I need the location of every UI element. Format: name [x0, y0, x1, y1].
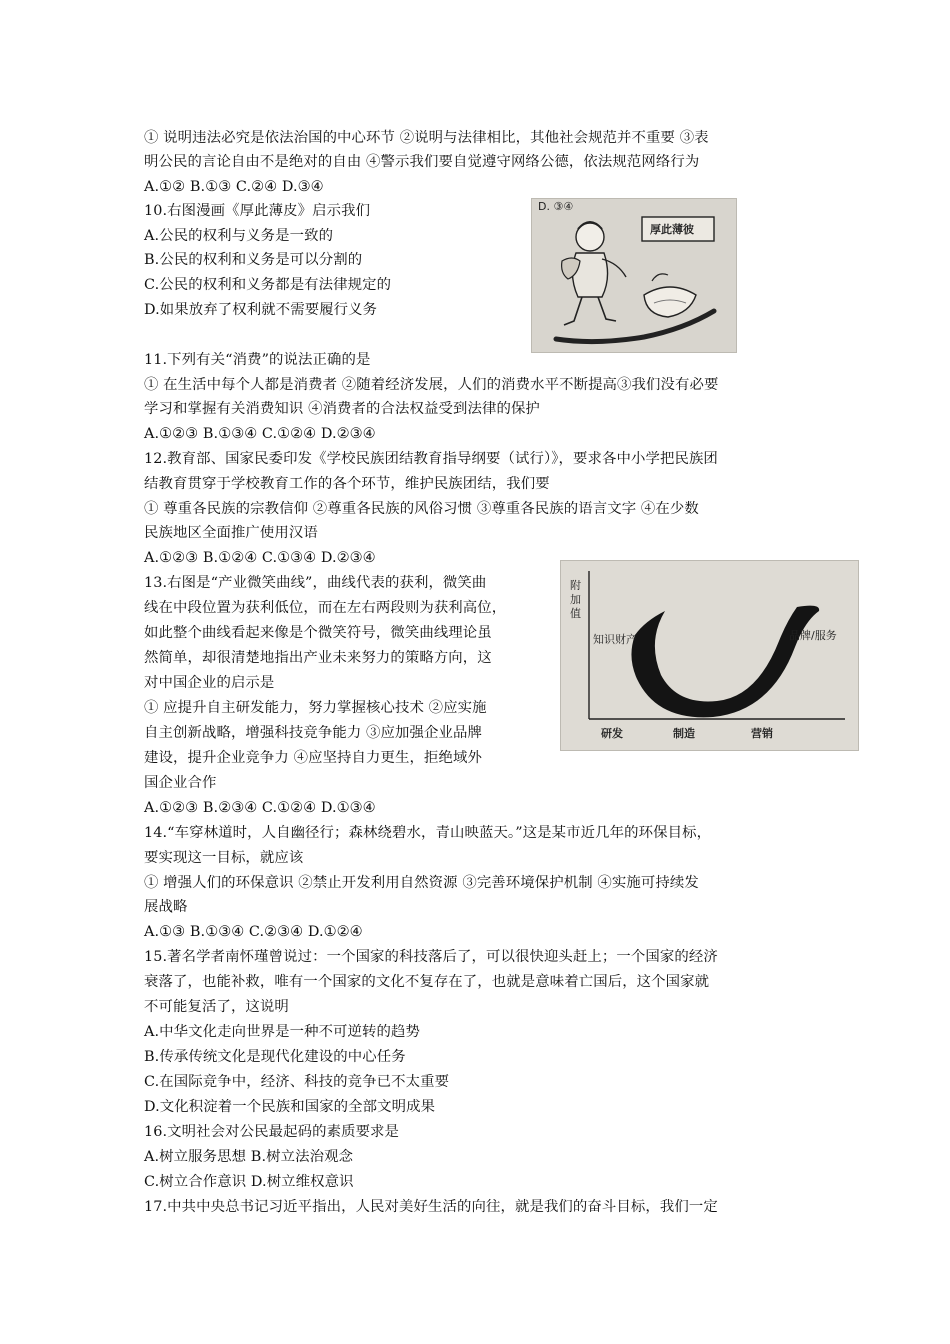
text-line: 自主创新战略，增强科技竞争能力 ③应加强企业品牌	[144, 725, 482, 741]
y-axis-label-char-3: 值	[570, 607, 581, 620]
text-line: A.①②③ B.①③④ C.①②④ D.②③④	[144, 426, 376, 442]
x-label-rd: 研发	[601, 727, 623, 740]
text-line: 展战略	[144, 899, 188, 915]
y-axis-label-char-1: 附	[570, 579, 581, 592]
text-line: 16.文明社会对公民最起码的素质要求是	[144, 1124, 400, 1140]
text-line: 14.“车穿林道时，人自幽径行；森林绕碧水，青山映蓝天。”这是某市近几年的环保目标，	[144, 825, 712, 841]
text-line: 对中国企业的启示是	[144, 675, 275, 691]
text-line: 民族地区全面推广使用汉语	[144, 525, 318, 541]
text-line: ① 在生活中每个人都是消费者 ②随着经济发展，人们的消费水平不断提高③我们没有必要	[144, 377, 719, 393]
text-line: 国企业合作	[144, 775, 217, 791]
text-line: A.公民的权利与义务是一致的	[144, 228, 334, 244]
text-line: C.在国际竞争中，经济、科技的竞争已不太重要	[144, 1074, 450, 1090]
x-label-manufacture: 制造	[673, 727, 695, 740]
text-line: 建设，提升企业竞争力 ④应坚持自力更生，拒绝域外	[144, 750, 482, 766]
text-line: A.①③ B.①③④ C.②③④ D.①②④	[144, 924, 363, 940]
text-line: ① 应提升自主研发能力，努力掌握核心技术 ②应实施	[144, 700, 487, 716]
text-line: ① 尊重各民族的宗教信仰 ②尊重各民族的风俗习惯 ③尊重各民族的语言文字 ④在少数	[144, 501, 699, 517]
text-line: 然简单，却很清楚地指出产业未来努力的策略方向，这	[144, 650, 492, 666]
text-line: 明公民的言论自由不是绝对的自由 ④警示我们要自觉遵守网络公德，依法规范网络行为	[144, 154, 700, 170]
text-line: ① 增强人们的环保意识 ②禁止开发利用自然资源 ③完善环境保护机制 ④实施可持续发	[144, 875, 699, 891]
text-line: A.①②③ B.①②④ C.①③④ D.②③④	[144, 550, 376, 566]
cartoon-illustration	[532, 199, 736, 352]
text-line: A.树立服务思想 B.树立法治观念	[144, 1149, 354, 1165]
text-line: B.公民的权利和义务是可以分割的	[144, 252, 363, 268]
text-line: 结教育贯穿于学校教育工作的各个环节，维护民族团结，我们要	[144, 476, 550, 492]
text-line: C.公民的权利和义务都是有法律规定的	[144, 277, 392, 293]
text-line: 10.右图漫画《厚此薄皮》启示我们	[144, 203, 371, 219]
text-line: 13.右图是“产业微笑曲线”，曲线代表的获利，微笑曲	[144, 575, 487, 591]
text-line: 学习和掌握有关消费知识 ④消费者的合法权益受到法律的保护	[144, 401, 540, 417]
text-line: 如此整个曲线看起来像是个微笑符号，微笑曲线理论虽	[144, 625, 492, 641]
text-line: D.文化积淀着一个民族和国家的全部文明成果	[144, 1099, 436, 1115]
text-line: C.树立合作意识 D.树立维权意识	[144, 1174, 354, 1190]
text-line: A.中华文化走向世界是一种不可逆转的趋势	[144, 1024, 420, 1040]
x-label-marketing: 营销	[751, 727, 773, 740]
text-line: D.如果放弃了权利就不需要履行义务	[144, 302, 378, 318]
text-line: 线在中段位置为获利低位，而在左右两段则为获利高位，	[144, 600, 507, 616]
text-line: 12.教育部、国家民委印发《学校民族团结教育指导纲要（试行）》，要求各中小学把民族团	[144, 451, 718, 467]
text-line: 15.著名学者南怀瑾曾说过：一个国家的科技落后了，可以很快迎头赶上；一个国家的经济	[144, 949, 718, 965]
cartoon-corner-text: D. ③④	[538, 200, 574, 213]
smile-curve-chart	[561, 561, 858, 750]
left-label: 知识财产	[593, 633, 637, 646]
cartoon-figure	[531, 198, 737, 353]
text-line: A.①②③ B.②③④ C.①②④ D.①③④	[144, 800, 376, 816]
text-line: 不可能复活了，这说明	[144, 999, 289, 1015]
text-line: 11.下列有关“消费”的说法正确的是	[144, 352, 371, 368]
text-line: 衰落了，也能补救，唯有一个国家的文化不复存在了，也就是意味着亡国后，这个国家就	[144, 974, 710, 990]
smile-curve-figure	[560, 560, 859, 751]
cartoon-sign-text: 厚此薄彼	[650, 223, 694, 236]
text-line: 17.中共中央总书记习近平指出，人民对美好生活的向往，就是我们的奋斗目标，我们一定	[144, 1199, 718, 1215]
right-label: 品牌/服务	[789, 629, 837, 642]
text-line: A.①② B.①③ C.②④ D.③④	[144, 179, 324, 195]
y-axis-label-char-2: 加	[570, 593, 581, 606]
text-line: 要实现这一目标，就应该	[144, 850, 304, 866]
text-line: B.传承传统文化是现代化建设的中心任务	[144, 1049, 406, 1065]
text-line: ① 说明违法必究是依法治国的中心环节 ②说明与法律相比，其他社会规范并不重要 ③表	[144, 130, 709, 146]
